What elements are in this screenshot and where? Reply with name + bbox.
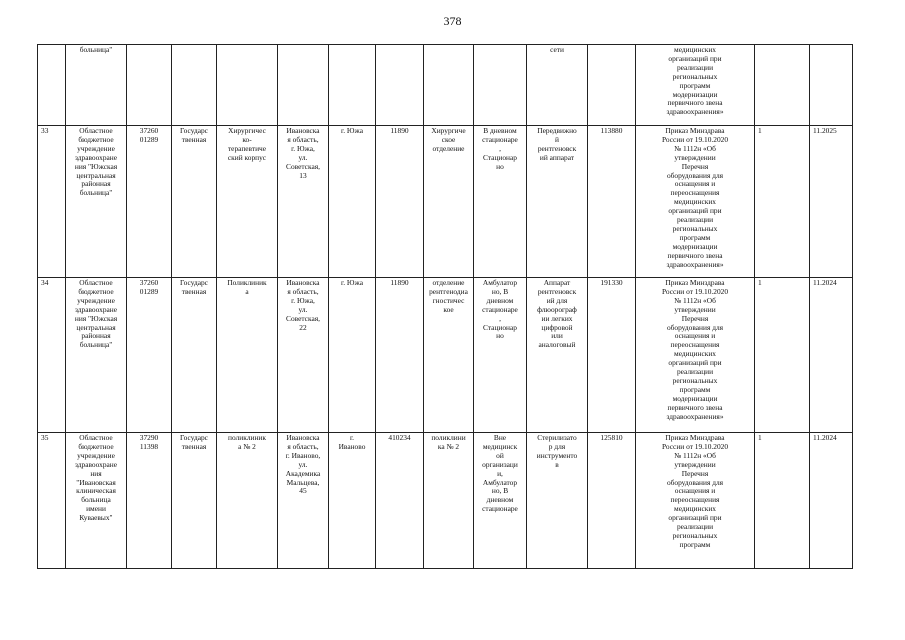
cell-num: 35 <box>38 433 66 569</box>
cell-equipment: сети <box>527 45 588 126</box>
cell-locality: г. Южа <box>329 278 376 433</box>
cell-date: 11.2025 <box>810 126 853 278</box>
cell-equipment: Стерилизато р для инструменто в <box>527 433 588 569</box>
cell-quantity <box>755 45 810 126</box>
table-row <box>38 433 853 569</box>
table-row <box>38 126 853 278</box>
cell-order: Приказ Минздрава России от 19.10.2020 № 1112н «Об утверждении Перечня оборудования для оснащения и переоснащения медицинских организаций при реализации региональных программ <box>636 433 755 569</box>
cell-date: 11.2024 <box>810 278 853 433</box>
cell-price <box>588 45 636 126</box>
cell-code: 37260 01289 <box>127 126 172 278</box>
cell-building: Поликлиник а <box>217 278 278 433</box>
cell-building: Хирургичес ко- терапевтиче ский корпус <box>217 126 278 278</box>
cell-ownership <box>172 45 217 126</box>
cell-locality: г. Южа <box>329 126 376 278</box>
cell-date: 11.2024 <box>810 433 853 569</box>
cell-order: Приказ Минздрава России от 19.10.2020 № 1112н «Об утверждении Перечня оборудования для оснащения и переоснащения медицинских организаций при реализации региональных программ модернизации первичного звена здравоохранения» <box>636 278 755 433</box>
cell-institution: Областное бюджетное учреждение здравоохране ния "Южская центральная районная больница" <box>66 126 127 278</box>
cell-address: Ивановска я область, г. Иваново, ул. Академика Мальцева, 45 <box>278 433 329 569</box>
cell-department: поликлини ка № 2 <box>424 433 474 569</box>
table-row <box>38 278 853 433</box>
cell-department <box>424 45 474 126</box>
cell-order: Приказ Минздрава России от 19.10.2020 № 1112н «Об утверждении Перечня оборудования для оснащения и переоснащения медицинских организаций при реализации региональных программ модернизации первичного звена здравоохранения» <box>636 126 755 278</box>
cell-care-form: В дневном стационаре , Стационар но <box>474 126 527 278</box>
cell-quantity: 1 <box>755 278 810 433</box>
cell-code: 37260 01289 <box>127 278 172 433</box>
cell-care-form: Амбулатор но, В дневном стационаре , Стационар но <box>474 278 527 433</box>
cell-building: поликлиник а № 2 <box>217 433 278 569</box>
cell-order: медицинских организаций при реализации региональных программ модернизации первичного звена здравоохранения» <box>636 45 755 126</box>
cell-code <box>127 45 172 126</box>
cell-num: 33 <box>38 126 66 278</box>
cell-institution: больница" <box>66 45 127 126</box>
cell-address <box>278 45 329 126</box>
cell-address: Ивановска я область, г. Южа, ул. Советская, 22 <box>278 278 329 433</box>
cell-code: 37290 11398 <box>127 433 172 569</box>
cell-care-form: Вне медицинск ой организаци и, Амбулатор но, В дневном стационаре <box>474 433 527 569</box>
cell-department: отделение рентгенодиа гностичес кое <box>424 278 474 433</box>
page-number: 378 <box>443 14 462 28</box>
cell-ownership: Государс твенная <box>172 126 217 278</box>
cell-ownership: Государс твенная <box>172 278 217 433</box>
cell-num <box>38 45 66 126</box>
cell-department: Хирургиче ское отделение <box>424 126 474 278</box>
cell-num: 34 <box>38 278 66 433</box>
cell-locality <box>329 45 376 126</box>
table-row <box>38 45 853 126</box>
cell-quantity: 1 <box>755 433 810 569</box>
cell-address: Ивановска я область, г. Южа, ул. Советская, 13 <box>278 126 329 278</box>
cell-oktmo: 11890 <box>376 278 424 433</box>
cell-quantity: 1 <box>755 126 810 278</box>
cell-price: 125810 <box>588 433 636 569</box>
cell-institution: Областное бюджетное учреждение здравоохране ния "Ивановская клиническая больница имени Куваевых" <box>66 433 127 569</box>
cell-institution: Областное бюджетное учреждение здравоохране ния "Южская центральная районная больница" <box>66 278 127 433</box>
cell-locality: г. Иваново <box>329 433 376 569</box>
cell-oktmo: 11890 <box>376 126 424 278</box>
cell-equipment: Передвижно й рентгеновск ий аппарат <box>527 126 588 278</box>
cell-ownership: Государс твенная <box>172 433 217 569</box>
cell-oktmo <box>376 45 424 126</box>
cell-price: 191330 <box>588 278 636 433</box>
cell-date <box>810 45 853 126</box>
cell-equipment: Аппарат рентгеновск ий для флюорограф ии легких цифровой или аналоговый <box>527 278 588 433</box>
cell-price: 113880 <box>588 126 636 278</box>
equipment-table <box>37 44 853 569</box>
cell-oktmo: 410234 <box>376 433 424 569</box>
cell-care-form <box>474 45 527 126</box>
cell-building <box>217 45 278 126</box>
